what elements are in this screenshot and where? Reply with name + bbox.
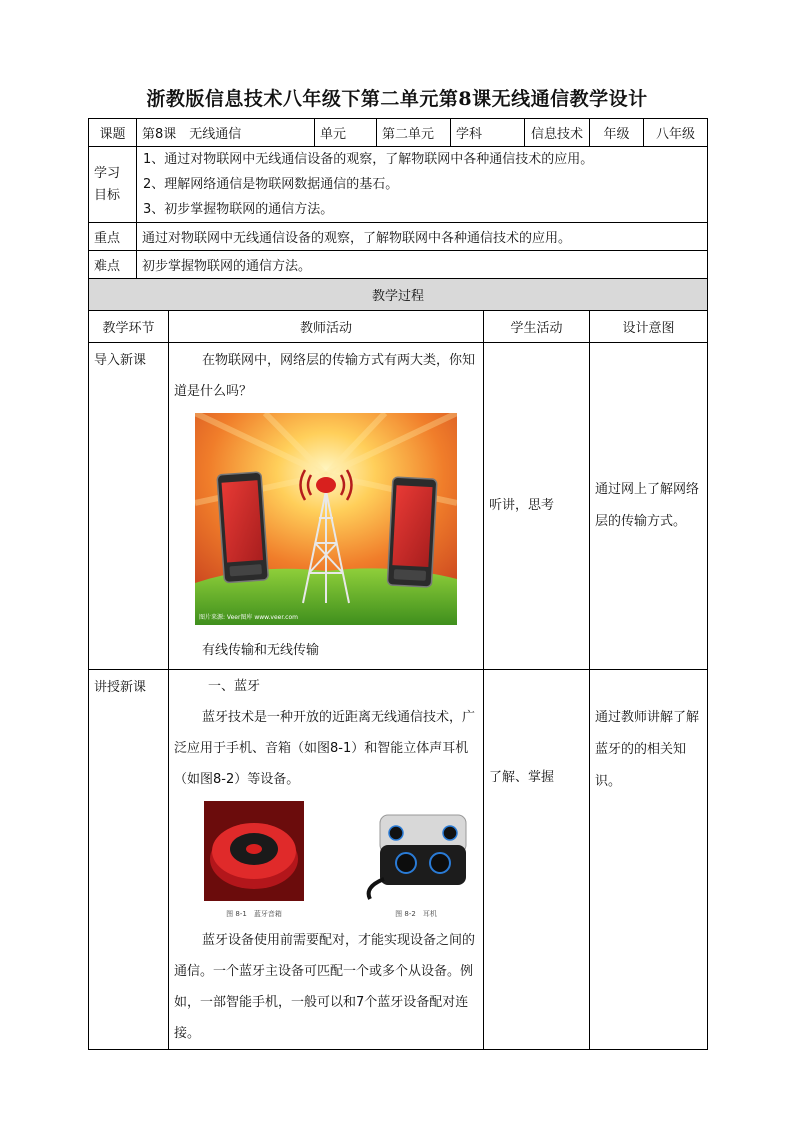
info-row: [89, 119, 708, 147]
bluetooth-pairing-text: 蓝牙设备使用前需要配对，才能实现设备之间的通信。一个蓝牙主设备可匹配一个或多个从设备。例如，一部智能手机，一般可以和7个蓝牙设备配对连接。: [174, 933, 476, 1041]
lecture-teacher-cell: [169, 670, 484, 1050]
intro-intent: 通过网上了解网络层的传输方式。: [590, 343, 708, 670]
wireless-tower-image: [174, 413, 478, 629]
grade-label: 年级: [590, 119, 644, 147]
objectives-list: [137, 147, 708, 223]
column-header-teacher: 教师活动: [169, 311, 484, 343]
objective-item: 2、理解网络通信是物联网数据通信的基石。: [143, 177, 399, 192]
figure-8-2: [360, 809, 472, 919]
key-point-label: 重点: [89, 223, 137, 251]
intro-teacher-text: 在物联网中，网络层的传输方式有两大类，你知道是什么吗？: [174, 353, 476, 399]
bluetooth-speaker-image: [204, 801, 304, 901]
lesson-value: 第8课 无线通信: [137, 119, 315, 147]
difficulty-value: 初步掌握物联网的通信方法。: [137, 251, 708, 279]
intro-image-caption: 有线传输和无线传输: [202, 643, 320, 658]
subject-label: 学科: [451, 119, 525, 147]
column-header-stage: 教学环节: [89, 311, 169, 343]
figure-8-2-caption: 图 8-2 耳机: [395, 910, 437, 918]
figure-8-1-caption: 图 8-1 蓝牙音箱: [226, 910, 282, 918]
difficulty-row: [89, 251, 708, 279]
unit-label: 单元: [315, 119, 377, 147]
column-header-row: [89, 311, 708, 343]
objectives-label: [89, 147, 137, 223]
image-watermark: 图片来源: Veer图库 www.veer.com: [199, 614, 298, 621]
bluetooth-section-title: 一、蓝牙: [208, 679, 261, 694]
unit-value: 第二单元: [377, 119, 451, 147]
lesson-plan-table: [88, 118, 708, 1050]
wireless-tower-illustration: [195, 413, 457, 625]
intro-teacher-cell: [169, 343, 484, 670]
figure-8-1: [204, 801, 304, 919]
key-point-row: [89, 223, 708, 251]
column-header-student: 学生活动: [484, 311, 590, 343]
process-header-row: [89, 279, 708, 311]
document-title: 浙教版信息技术八年级下第二单元第8课无线通信教学设计: [146, 88, 648, 110]
lecture-student: 了解、掌握: [484, 670, 590, 1050]
lecture-intent: 通过教师讲解了解蓝牙的的相关知识。: [590, 670, 708, 1050]
subject-value: 信息技术: [525, 119, 590, 147]
difficulty-label: 难点: [89, 251, 137, 279]
bluetooth-figures: [174, 795, 478, 919]
intro-stage: 导入新课: [89, 343, 169, 670]
grade-value: 八年级: [644, 119, 708, 147]
objective-item: 1、通过对物联网中无线通信设备的观察，了解物联网中各种通信技术的应用。: [143, 152, 594, 167]
earphones-image: [360, 809, 472, 901]
key-point-value: 通过对物联网中无线通信设备的观察，了解物联网中各种通信技术的应用。: [137, 223, 708, 251]
process-header: 教学过程: [89, 279, 708, 311]
objectives-label-text: 学习目标: [94, 165, 121, 203]
objectives-row: [89, 147, 708, 223]
column-header-intent: 设计意图: [590, 311, 708, 343]
bluetooth-intro-text: 蓝牙技术是一种开放的近距离无线通信技术，广泛应用于手机、音箱（如图8-1）和智能立体声耳机（如图8-2）等设备。: [174, 710, 476, 787]
objective-item: 3、初步掌握物联网的通信方法。: [143, 202, 334, 217]
lecture-stage: 讲授新课: [89, 670, 169, 1050]
intro-student: 听讲，思考: [484, 343, 590, 670]
lesson-label: 课题: [89, 119, 137, 147]
intro-row: [89, 343, 708, 670]
lecture-row: [89, 670, 708, 1050]
